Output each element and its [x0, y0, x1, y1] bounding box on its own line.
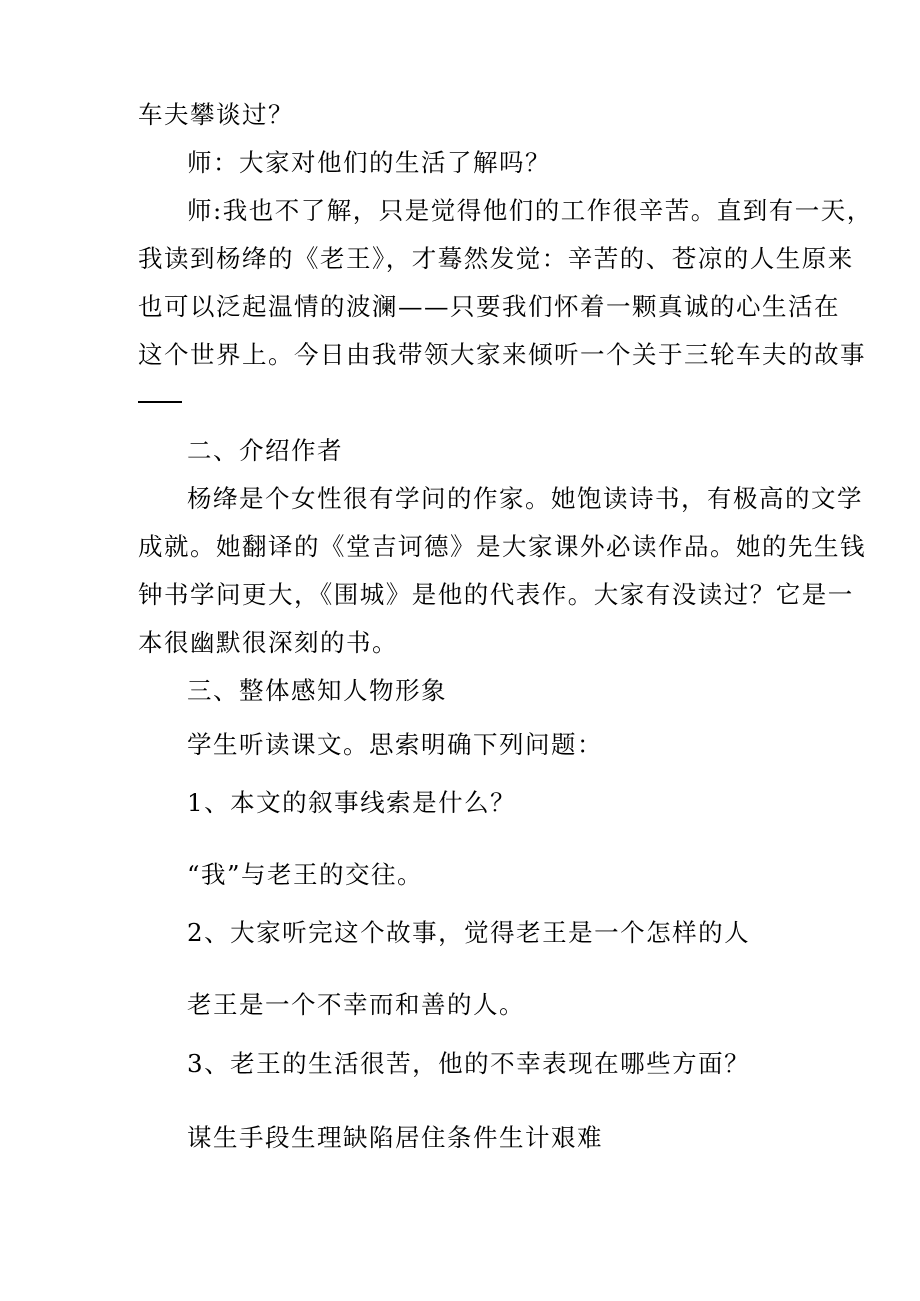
- em-dash-line: [138, 401, 182, 403]
- teacher-paragraph-line-2: 我读到杨绛的《老王》，才蓦然发觉：辛苦的、苍凉的人生原来: [138, 244, 854, 273]
- author-paragraph-line-1: 杨绛是个女性很有学问的作家。她饱读诗书，有极高的文学: [187, 484, 863, 513]
- author-paragraph-line-3: 钟书学问更大，《围城》是他的代表作。大家有没读过？它是一: [138, 580, 854, 609]
- author-paragraph-line-2: 成就。她翻译的《堂吉诃德》是大家课外必读作品。她的先生钱: [138, 532, 866, 561]
- answer-3: 谋生手段生理缺陷居住条件生计艰难: [187, 1123, 603, 1152]
- answer-2: 老王是一个不幸而和善的人。: [187, 990, 525, 1019]
- teacher-paragraph-line-3: 也可以泛起温情的波澜——只要我们怀着一颗真诚的心生活在: [138, 292, 840, 321]
- question-2: 2、大家听完这个故事，觉得老王是一个怎样的人: [187, 918, 751, 947]
- author-paragraph-line-4: 本很幽默很深刻的书。: [138, 628, 398, 657]
- section-heading-perception: 三、整体感知人物形象: [187, 676, 447, 705]
- instruction-text: 学生听读课文。思索明确下列问题：: [187, 730, 603, 759]
- teacher-question: 师：大家对他们的生活了解吗？: [187, 148, 551, 177]
- section-heading-author: 二、介绍作者: [187, 436, 343, 465]
- teacher-paragraph-line-4: 这个世界上。今日由我带领大家来倾听一个关于三轮车夫的故事: [138, 340, 866, 369]
- teacher-paragraph-line-1: 师:我也不了解，只是觉得他们的工作很辛苦。直到有一天，: [187, 196, 873, 225]
- question-3: 3、老王的生活很苦，他的不幸表现在哪些方面？: [187, 1049, 751, 1078]
- text-line-intro-end: 车夫攀谈过？: [138, 100, 294, 129]
- question-1: 1、本文的叙事线索是什么？: [187, 788, 517, 817]
- answer-1: “我”与老王的交往。: [187, 860, 424, 889]
